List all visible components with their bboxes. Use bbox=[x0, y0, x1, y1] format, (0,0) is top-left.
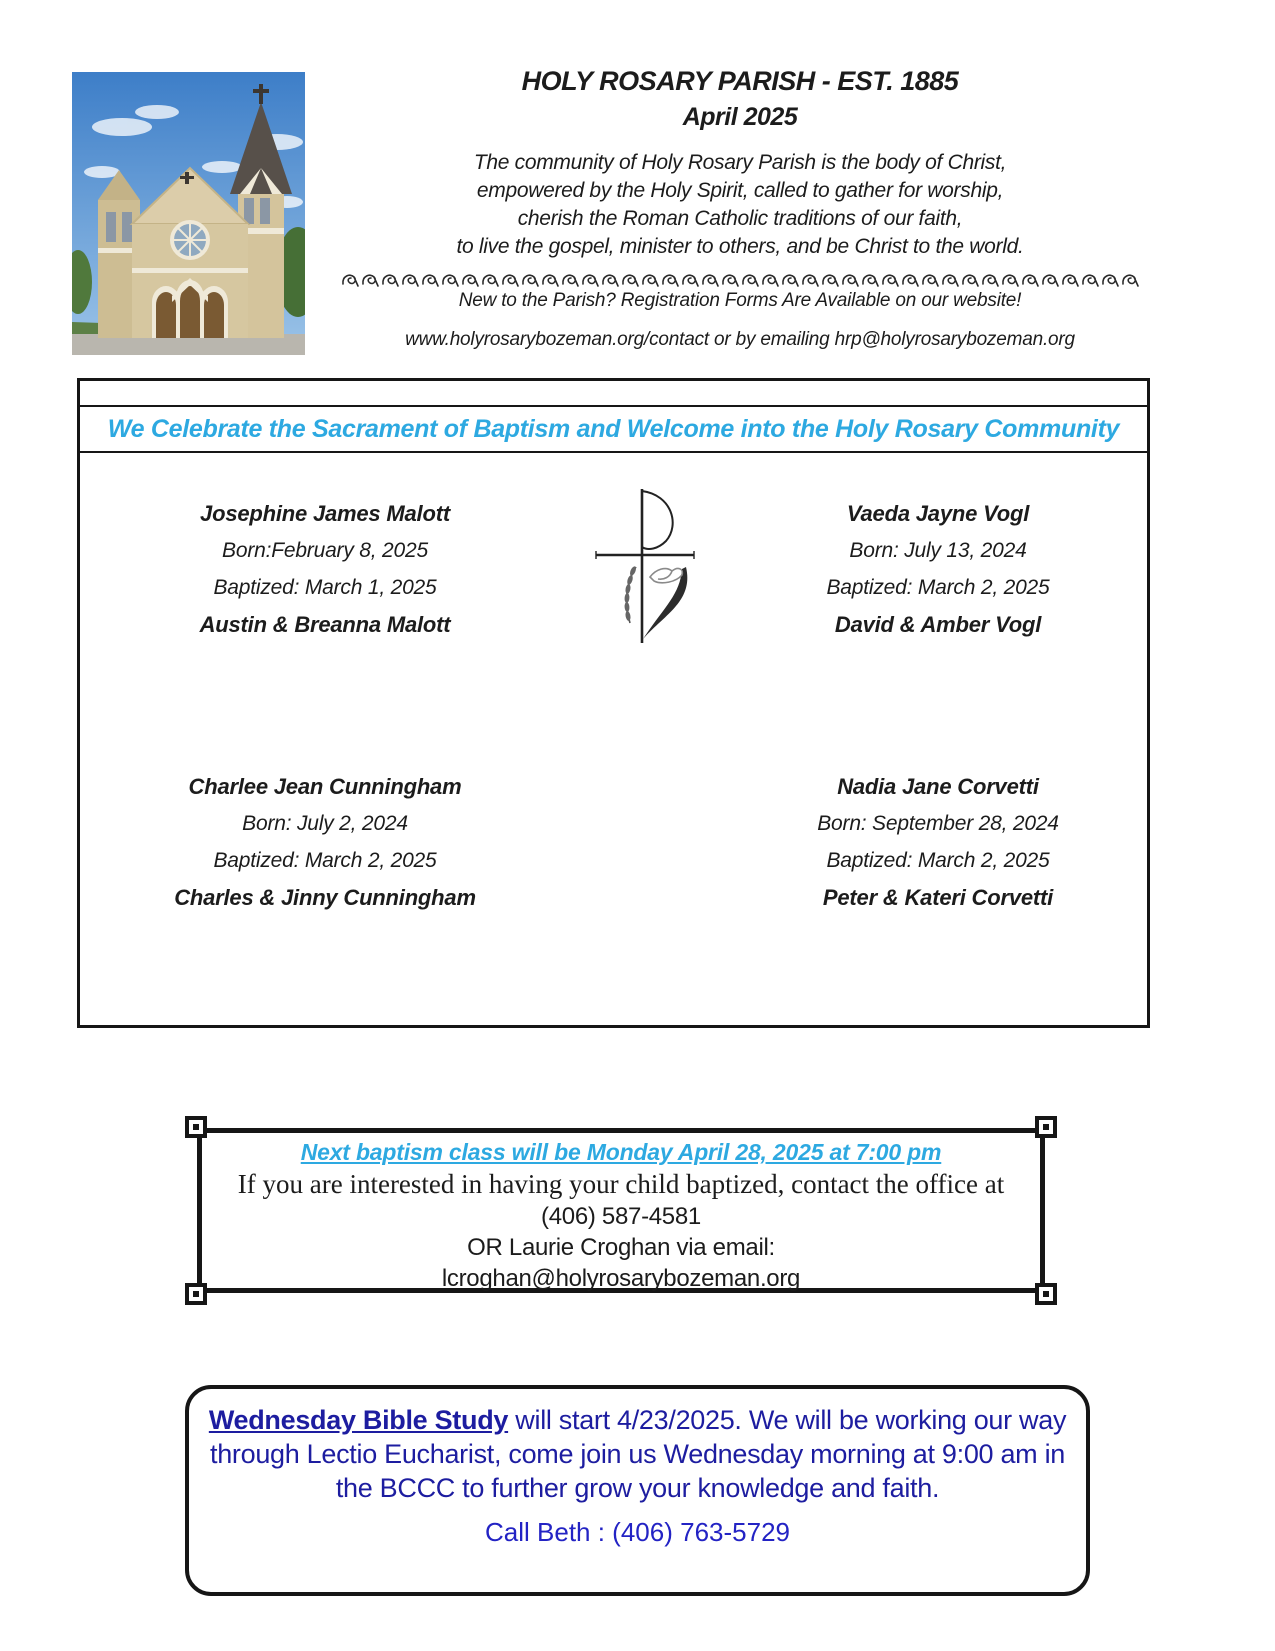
entry-name: Nadia Jane Corvetti bbox=[837, 774, 1039, 799]
header bbox=[318, 66, 1162, 351]
scroll-ornament-divider bbox=[318, 271, 1162, 289]
baptism-entry bbox=[708, 768, 1168, 916]
entry-born: Born: July 2, 2024 bbox=[242, 812, 408, 835]
bible-study-body: will start 4/23/2025. We will be working our way through Lectio Eucharist, come join us Wednesday morning at 9:00 am in the BCCC to further grow your knowledge and faith. bbox=[210, 1405, 1067, 1503]
baptism-entries-area bbox=[80, 453, 1147, 1019]
corner-ornament-icon bbox=[1035, 1116, 1057, 1138]
corner-ornament-icon bbox=[185, 1116, 207, 1138]
empty-top-strip bbox=[80, 381, 1147, 407]
registration-note: New to the Parish? Registration Forms Are Available on our website! bbox=[458, 290, 1022, 311]
baptism-announcement-box bbox=[77, 378, 1150, 1028]
parish-title: HOLY ROSARY PARISH - EST. 1885 bbox=[521, 66, 959, 96]
entry-born: Born: September 28, 2024 bbox=[817, 812, 1059, 835]
bible-study-title: Wednesday Bible Study bbox=[208, 1405, 509, 1435]
mission-line: empowered by the Holy Spirit, called to gather for worship, bbox=[476, 179, 1004, 202]
mission-statement bbox=[318, 149, 1162, 261]
entry-name: Vaeda Jayne Vogl bbox=[846, 501, 1030, 526]
entry-parents: Austin & Breanna Malott bbox=[199, 612, 451, 637]
class-title: Next baptism class will be Monday April 28, 2025 at 7:00 pm bbox=[300, 1139, 942, 1165]
entry-born: Born: July 13, 2024 bbox=[849, 539, 1027, 562]
entry-baptized: Baptized: March 2, 2025 bbox=[213, 849, 437, 872]
baptism-cross-dove-wheat-icon bbox=[580, 481, 710, 649]
bible-study-box bbox=[185, 1385, 1090, 1596]
class-email-label: OR Laurie Croghan via email: bbox=[467, 1234, 775, 1261]
entry-baptized: Baptized: March 2, 2025 bbox=[826, 849, 1050, 872]
mission-line: cherish the Roman Catholic traditions of our faith, bbox=[517, 207, 963, 230]
entry-parents: David & Amber Vogl bbox=[834, 612, 1042, 637]
church-photo bbox=[72, 72, 305, 355]
baptism-class-box bbox=[197, 1128, 1045, 1293]
bible-study-text bbox=[199, 1403, 1076, 1505]
contact-line: www.holyrosarybozeman.org/contact or by emailing hrp@holyrosarybozeman.org bbox=[405, 329, 1075, 350]
call-beth-line: Call Beth : (406) 763-5729 bbox=[485, 1517, 790, 1547]
baptism-entry bbox=[95, 768, 555, 916]
class-email: lcroghan@holyrosarybozeman.org bbox=[441, 1265, 801, 1292]
corner-ornament-icon bbox=[1035, 1283, 1057, 1305]
issue-date: April 2025 bbox=[682, 103, 798, 131]
class-info: If you are interested in having your child baptized, contact the office at bbox=[237, 1169, 1005, 1199]
entry-parents: Charles & Jinny Cunningham bbox=[174, 885, 476, 910]
mission-line: to live the gospel, minister to others, and be Christ to the world. bbox=[456, 235, 1024, 258]
entry-name: Charlee Jean Cunningham bbox=[188, 774, 462, 799]
baptism-entry bbox=[708, 495, 1168, 643]
mission-line: The community of Holy Rosary Parish is the body of Christ, bbox=[473, 151, 1007, 174]
entry-name: Josephine James Malott bbox=[200, 501, 450, 526]
corner-ornament-icon bbox=[185, 1283, 207, 1305]
baptism-heading: We Celebrate the Sacrament of Baptism and Welcome into the Holy Rosary Community bbox=[80, 407, 1147, 453]
entry-parents: Peter & Kateri Corvetti bbox=[822, 885, 1054, 910]
entry-baptized: Baptized: March 2, 2025 bbox=[826, 576, 1050, 599]
office-phone: (406) 587-4581 bbox=[541, 1203, 701, 1230]
entry-baptized: Baptized: March 1, 2025 bbox=[213, 576, 437, 599]
entry-born: Born:February 8, 2025 bbox=[222, 539, 428, 562]
baptism-entry bbox=[95, 495, 555, 643]
